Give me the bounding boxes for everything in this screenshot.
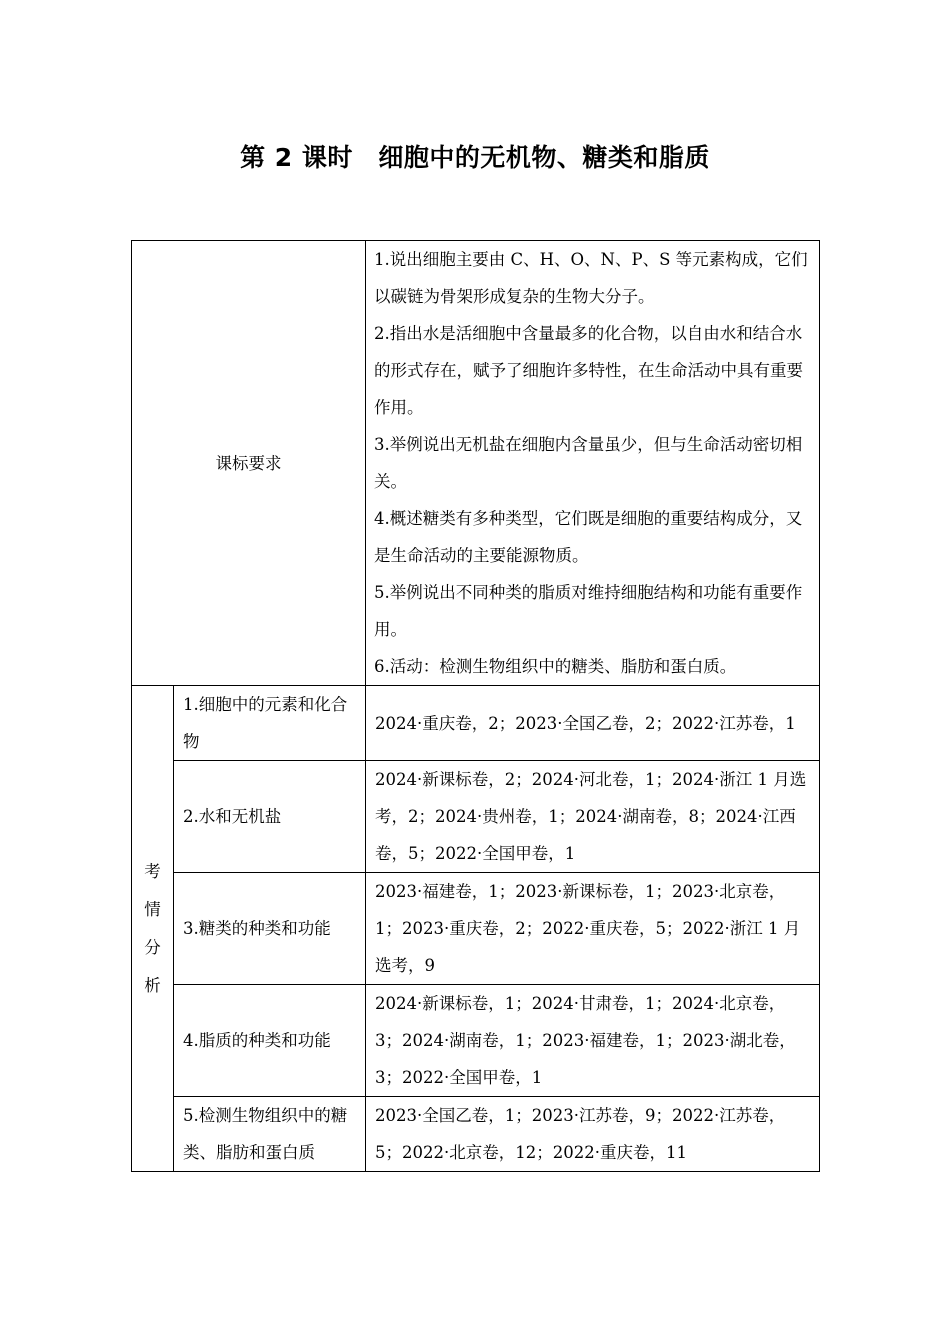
exam-row bbox=[132, 873, 820, 985]
exam-topic: 4.脂质的种类和功能 bbox=[174, 985, 366, 1097]
exam-refs: 2023·福建卷，1；2023·新课标卷，1；2023·北京卷，1；2023·重庆卷，2；2022·重庆卷，5；2022·浙江 1 月选考，9 bbox=[366, 873, 820, 985]
page-title: 第 2 课时 细胞中的无机物、糖类和脂质 bbox=[240, 143, 710, 172]
curriculum-item: 5.举例说出不同种类的脂质对维持细胞结构和功能有重要作用。 bbox=[374, 583, 803, 639]
exam-row bbox=[132, 761, 820, 873]
curriculum-item: 1.说出细胞主要由 C、H、O、N、P、S 等元素构成，它们以碳链为骨架形成复杂的生物大分子。 bbox=[374, 250, 808, 306]
curriculum-item: 4.概述糖类有多种类型，它们既是细胞的重要结构成分，又是生命活动的主要能源物质。 bbox=[374, 509, 803, 565]
curriculum-item: 3.举例说出无机盐在细胞内含量虽少，但与生命活动密切相关。 bbox=[374, 435, 803, 491]
curriculum-item: 6.活动：检测生物组织中的糖类、脂肪和蛋白质。 bbox=[374, 657, 737, 676]
exam-analysis-char: 分 bbox=[144, 937, 161, 957]
exam-topic: 1.细胞中的元素和化合物 bbox=[174, 686, 366, 761]
exam-refs: 2024·新课标卷，2；2024·河北卷，1；2024·浙江 1 月选考，2；2024·贵州卷，1；2024·湖南卷，8；2024·江西卷，5；2022·全国甲卷，1 bbox=[366, 761, 820, 873]
curriculum-row bbox=[132, 241, 820, 686]
exam-refs: 2024·重庆卷，2；2023·全国乙卷，2；2022·江苏卷，1 bbox=[366, 686, 820, 761]
curriculum-label: 课标要求 bbox=[132, 241, 366, 686]
exam-topic: 3.糖类的种类和功能 bbox=[174, 873, 366, 985]
exam-analysis-char: 情 bbox=[144, 899, 161, 919]
exam-analysis-char: 考 bbox=[144, 861, 161, 881]
exam-refs: 2024·新课标卷，1；2024·甘肃卷，1；2024·北京卷，3；2024·湖南卷，1；2023·福建卷，1；2023·湖北卷，3；2022·全国甲卷，1 bbox=[366, 985, 820, 1097]
exam-topic: 5.检测生物组织中的糖类、脂肪和蛋白质 bbox=[174, 1097, 366, 1172]
curriculum-item: 2.指出水是活细胞中含量最多的化合物，以自由水和结合水的形式存在，赋予了细胞许多特性，在生命活动中具有重要作用。 bbox=[374, 324, 803, 417]
curriculum-content bbox=[366, 241, 820, 686]
exam-analysis-label bbox=[132, 686, 174, 1172]
syllabus-table bbox=[131, 240, 820, 1172]
exam-row bbox=[132, 985, 820, 1097]
exam-refs: 2023·全国乙卷，1；2023·江苏卷，9；2022·江苏卷，5；2022·北京卷，12；2022·重庆卷，11 bbox=[366, 1097, 820, 1172]
exam-row bbox=[132, 686, 820, 761]
exam-row bbox=[132, 1097, 820, 1172]
exam-topic: 2.水和无机盐 bbox=[174, 761, 366, 873]
exam-analysis-char: 析 bbox=[144, 975, 161, 995]
